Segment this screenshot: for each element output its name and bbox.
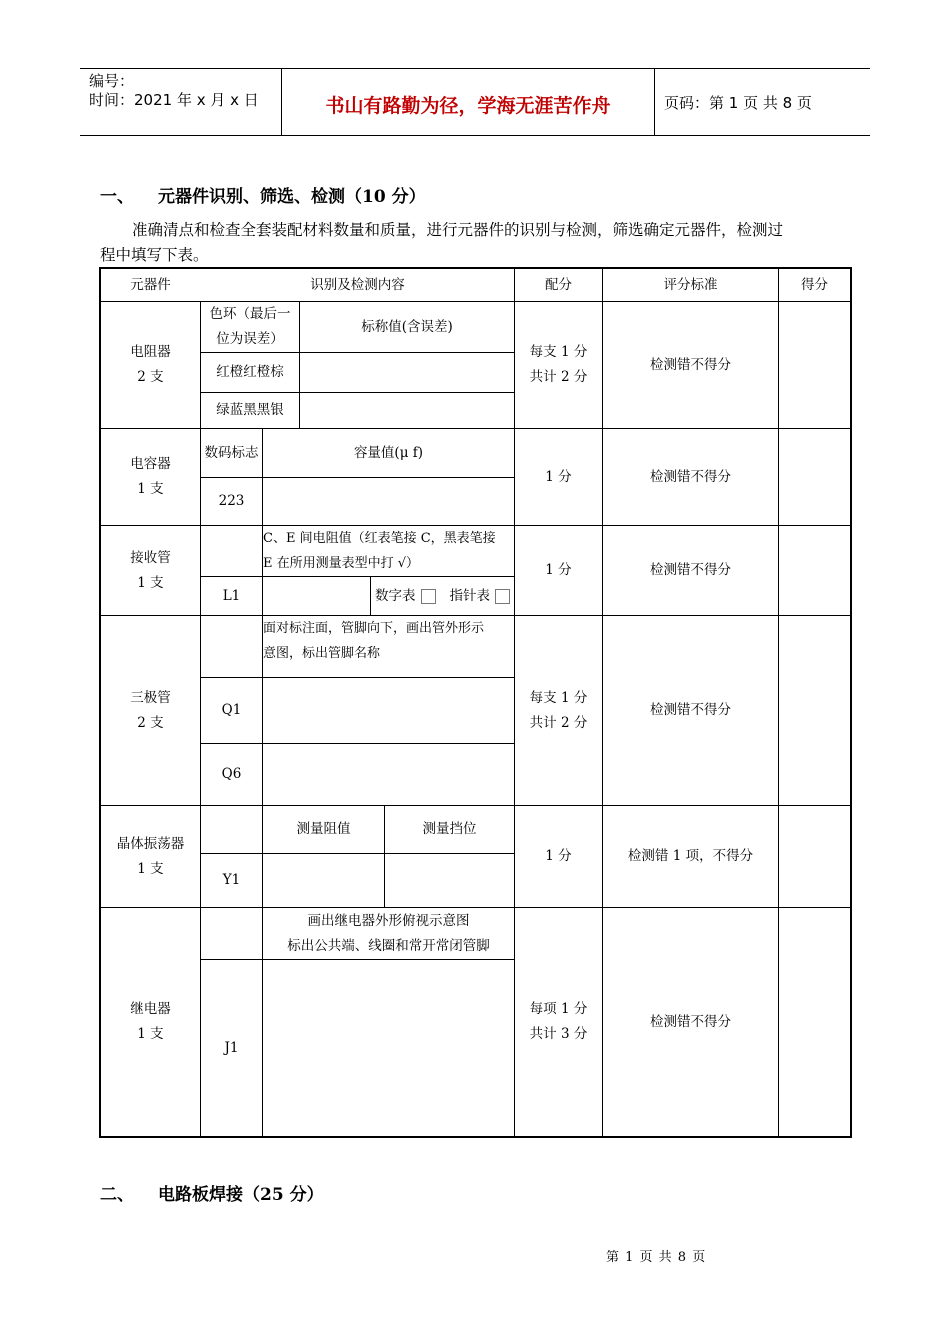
- resistor-name: 电阻器: [130, 344, 171, 360]
- capacitor-row-1-value[interactable]: [263, 478, 514, 525]
- resistor-criteria: 检测错不得分: [650, 356, 731, 373]
- doc-code-label: 编号：: [89, 72, 135, 90]
- capacitor-qty: 1 支: [137, 481, 164, 497]
- intro-line-2: 程中填写下表。: [100, 246, 209, 264]
- transistor-points: 每支 1 分 共计 2 分: [529, 689, 588, 731]
- crystal-score[interactable]: [779, 806, 850, 907]
- transistor-row-2-drawing[interactable]: [263, 744, 514, 805]
- relay-name: 继电器: [130, 1001, 171, 1017]
- capacitor-criteria: 检测错不得分: [650, 468, 731, 485]
- digital-meter-checkbox[interactable]: [421, 589, 436, 604]
- receiver-name: 接收管: [130, 549, 171, 566]
- crystal-row-1-range[interactable]: [385, 854, 514, 907]
- crystal-qty: 1 支: [137, 860, 164, 877]
- receiver-row-1-label: L1: [222, 587, 241, 604]
- section-2-title: 电路板焊接（25 分）: [158, 1185, 324, 1205]
- relay-criteria: 检测错不得分: [650, 1013, 731, 1030]
- header-criteria: 评分标准: [663, 276, 718, 293]
- page-number-label: 页码：第 1 页 共 8 页: [664, 94, 812, 112]
- transistor-description: 面对标注面，管脚向下，画出管外形示 意图，标出管脚名称: [263, 621, 485, 661]
- receiver-meter-choices: [371, 577, 514, 615]
- transistor-name: 三极管: [130, 689, 171, 706]
- transistor-label: [101, 616, 200, 805]
- receiver-qty: 1 支: [137, 574, 164, 591]
- crystal-points: 1 分: [545, 848, 572, 864]
- receiver-score[interactable]: [779, 526, 850, 615]
- resistor-row-2-value[interactable]: [300, 393, 514, 428]
- resistor-row-1-value[interactable]: [300, 353, 514, 392]
- capacitor-code-header: 数码标志: [204, 444, 259, 461]
- crystal-name: 晶体振荡器: [116, 835, 185, 852]
- transistor-row-2-label: Q6: [221, 766, 242, 782]
- analog-meter-label: 指针表: [449, 587, 490, 604]
- capacitor-label: [101, 429, 200, 525]
- capacitor-score[interactable]: [779, 429, 850, 525]
- section-1-number: 一、: [100, 187, 134, 207]
- capacitor-name: 电容器: [130, 456, 171, 472]
- section-2-number: 二、: [100, 1185, 134, 1205]
- resistor-points: 每支 1 分 共计 2 分: [529, 344, 588, 385]
- header-score: 得分: [801, 276, 828, 293]
- section-1-title: 元器件识别、筛选、检测（10 分）: [158, 187, 426, 207]
- capacitor-capacity-header: 容量值(μ f): [353, 444, 424, 461]
- resistor-label: [101, 302, 200, 428]
- relay-qty: 1 支: [137, 1026, 164, 1042]
- header-points: 配分: [545, 276, 572, 293]
- crystal-row-1-label: Y1: [222, 872, 241, 888]
- resistor-color-band-header: 色环（最后一 位为误差）: [209, 306, 291, 347]
- receiver-label: [101, 526, 200, 615]
- relay-score[interactable]: [779, 908, 850, 1136]
- resistor-score[interactable]: [779, 302, 850, 428]
- receiver-description: C、E 间电阻值（红表笔接 C，黑表笔接 E 在所用测量表型中打 √）: [263, 531, 496, 571]
- transistor-row-1-drawing[interactable]: [263, 678, 514, 743]
- header-content: 识别及检测内容: [310, 276, 405, 293]
- crystal-label: [101, 806, 200, 907]
- resistor-nominal-header: 标称值(含误差): [361, 318, 453, 335]
- crystal-row-1-resistance[interactable]: [263, 854, 384, 907]
- crystal-resistance-header: 测量阻值: [296, 821, 351, 837]
- doc-date-label: 时间：2021 年 x 月 x 日: [89, 91, 259, 109]
- transistor-criteria: 检测错不得分: [650, 702, 731, 718]
- transistor-score[interactable]: [779, 616, 850, 805]
- receiver-points: 1 分: [545, 562, 572, 578]
- page-footer: 第 1 页 共 8 页: [606, 1250, 707, 1265]
- intro-line-1: 准确清点和检查全套装配材料数量和质量，进行元器件的识别与检测，筛选确定元器件，检测过: [132, 221, 784, 239]
- receiver-row-1-value[interactable]: [263, 577, 370, 615]
- capacitor-row-1-code: 223: [218, 493, 245, 509]
- relay-description: 画出继电器外形俯视示意图 标出公共端、线圈和常开常闭管脚: [287, 912, 490, 954]
- motto: 书山有路勤为径，学海无涯苦作舟: [325, 95, 611, 117]
- receiver-criteria: 检测错不得分: [650, 562, 731, 578]
- analog-meter-checkbox[interactable]: [495, 589, 510, 604]
- crystal-range-header: 测量挡位: [422, 821, 477, 837]
- relay-points: 每项 1 分 共计 3 分: [529, 1001, 588, 1042]
- resistor-row-1-bands: 红橙红橙棕: [216, 364, 284, 380]
- relay-label: [101, 908, 200, 1136]
- crystal-criteria: 检测错 1 项，不得分: [627, 848, 754, 864]
- transistor-qty: 2 支: [137, 714, 164, 731]
- relay-row-1-label: J1: [224, 1039, 239, 1056]
- header-component: 元器件: [130, 276, 171, 293]
- resistor-row-2-bands: 绿蓝黑黑银: [216, 402, 284, 418]
- transistor-row-1-label: Q1: [221, 702, 242, 718]
- relay-row-1-drawing[interactable]: [263, 960, 514, 1136]
- digital-meter-label: 数字表: [375, 587, 416, 604]
- capacitor-points: 1 分: [545, 468, 572, 485]
- resistor-qty: 2 支: [137, 369, 164, 385]
